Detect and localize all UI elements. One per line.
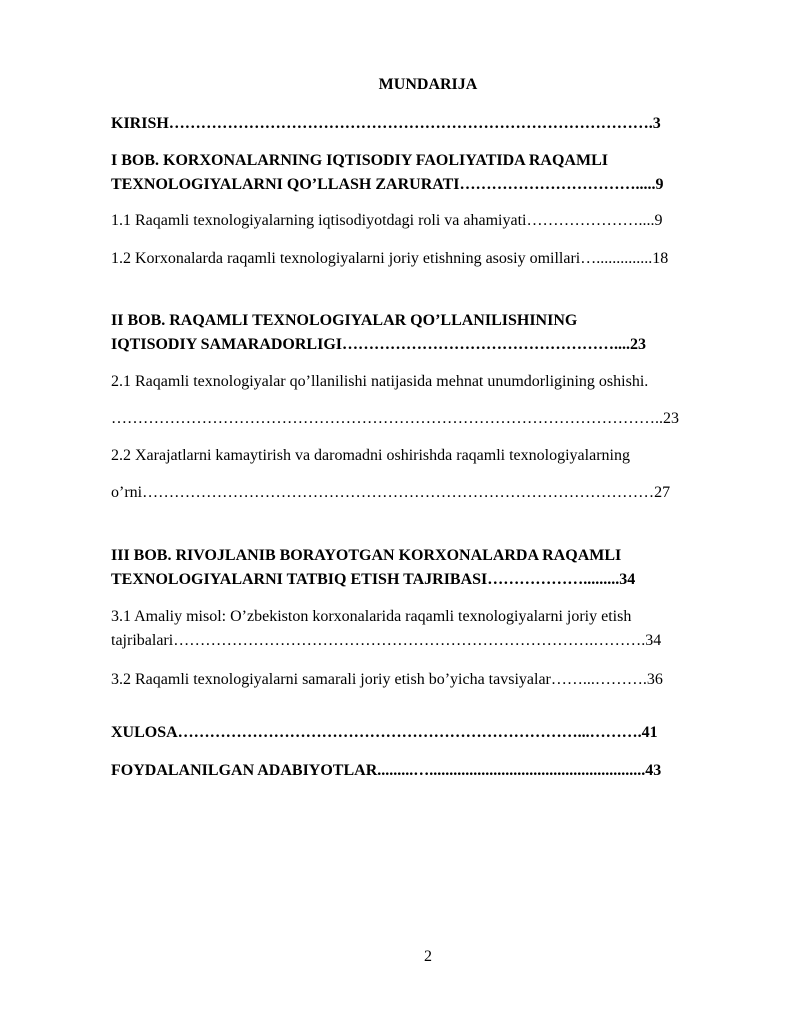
toc-entry-section-2-1-line-2[interactable]: …………………………………………………………………………………………..23 xyxy=(111,410,679,427)
toc-entry-section-2-2-line-2[interactable]: o’rni……………………………………………………………………………………27 xyxy=(111,484,671,501)
toc-entry-chapter-3-line-2[interactable]: TEXNOLOGIYALARNI TATBIQ ETISH TAJRIBASI……………….........34 xyxy=(111,571,636,588)
toc-entry-xulosa[interactable]: XULOSA…………………………………………………………………...……….41 xyxy=(111,724,658,741)
toc-entry-kirish[interactable]: KIRISH……………………………………………………………………………….3 xyxy=(111,115,661,132)
page-number: 2 xyxy=(424,948,432,965)
toc-entry-section-1-1[interactable]: 1.1 Raqamli texnologiyalarning iqtisodiyotdagi roli va ahamiyati…………………....9 xyxy=(111,212,663,229)
toc-entry-chapter-3-line-1[interactable]: III BOB. RIVOJLANIB BORAYOTGAN KORXONALARDA RAQAMLI xyxy=(111,547,622,564)
toc-entry-chapter-1-line-1[interactable]: I BOB. KORXONALARNING IQTISODIY FAOLIYATIDA RAQAMLI xyxy=(111,152,608,169)
toc-entry-section-2-1-line-1[interactable]: 2.1 Raqamli texnologiyalar qo’llanilishi natijasida mehnat unumdorligining oshishi. xyxy=(111,373,649,390)
toc-entry-section-3-2[interactable]: 3.2 Raqamli texnologiyalarni samarali joriy etish bo’yicha tavsiyalar……...……….36 xyxy=(111,671,663,688)
toc-entry-chapter-1-line-2[interactable]: TEXNOLOGIYALARNI QO’LLASH ZARURATI…………………………….....9 xyxy=(111,176,664,193)
toc-entry-references[interactable]: FOYDALANILGAN ADABIYOTLAR.........…......................................................43 xyxy=(111,762,662,779)
toc-entry-section-3-1-line-2[interactable]: tajribalari…………………………………………………………………….……….34 xyxy=(111,632,662,649)
toc-entry-section-2-2-line-1[interactable]: 2.2 Xarajatlarni kamaytirish va daromadni oshirishda raqamli texnologiyalarning xyxy=(111,447,630,464)
toc-entry-section-3-1-line-1[interactable]: 3.1 Amaliy misol: O’zbekiston korxonalarida raqamli texnologiyalarni joriy etish xyxy=(111,608,632,625)
toc-entry-section-1-2[interactable]: 1.2 Korxonalarda raqamli texnologiyalarni joriy etishning asosiy omillari…..............18 xyxy=(111,250,669,267)
toc-entry-chapter-2-line-1[interactable]: II BOB. RAQAMLI TEXNOLOGIYALAR QO’LLANILISHINING xyxy=(111,312,578,329)
toc-entry-chapter-2-line-2[interactable]: IQTISODIY SAMARADORLIGI……………………………………………....23 xyxy=(111,336,646,353)
toc-title: MUNDARIJA xyxy=(378,76,478,93)
